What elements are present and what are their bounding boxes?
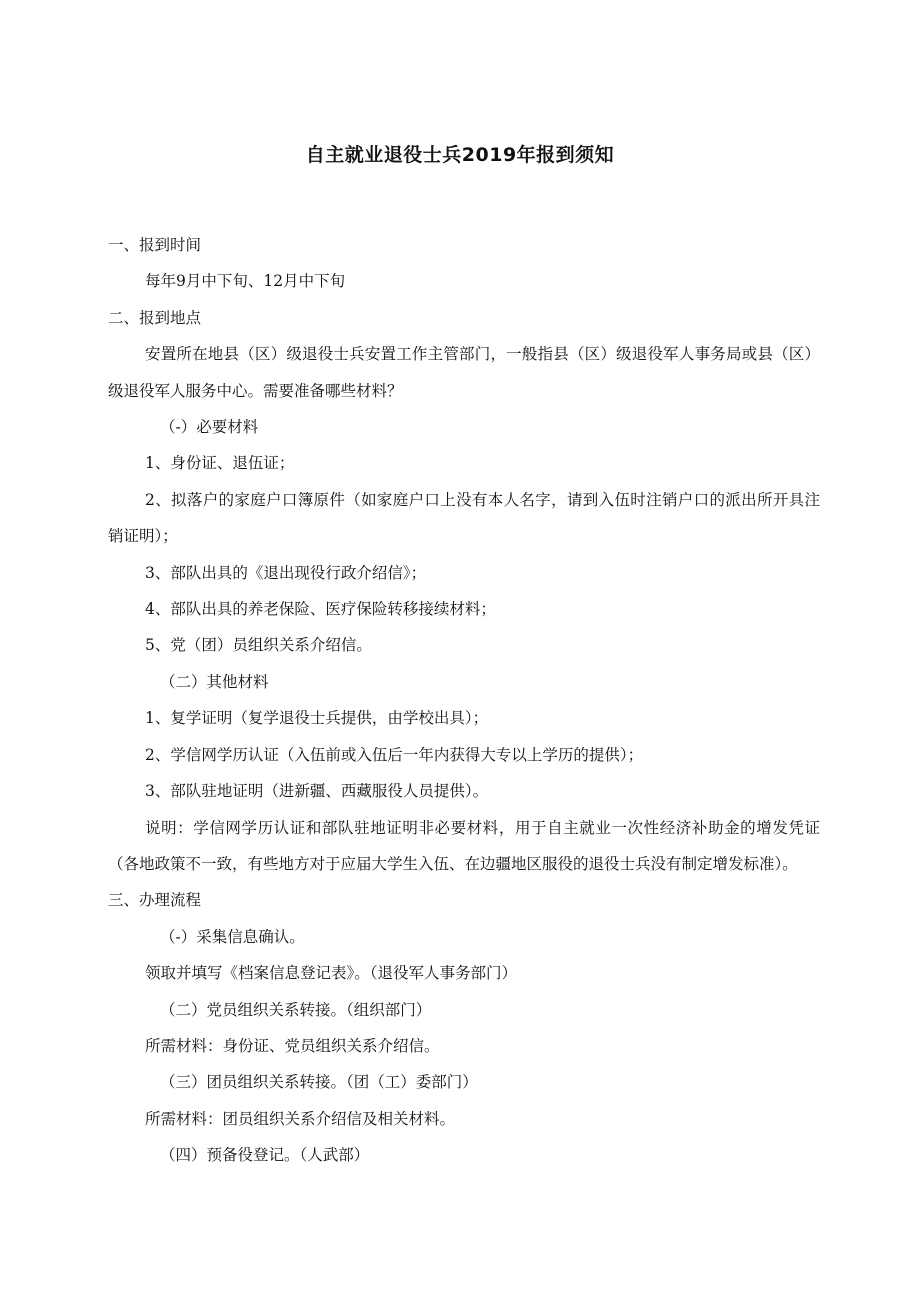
process-step-heading: （-）采集信息确认。 (160, 927, 305, 946)
required-item: 4、部队出具的养老保险、医疗保险转移接续材料； (145, 600, 496, 619)
process-step-detail: 所需材料：团员组织关系介绍信及相关材料。 (145, 1109, 456, 1128)
process-step-heading: （四）预备役登记。（人武部） (160, 1146, 370, 1165)
subheading-other-materials: （二）其他材料 (160, 672, 269, 691)
other-item: 3、部队驻地证明（进新疆、西藏服役人员提供）。 (145, 782, 489, 801)
section-heading-report-location: 二、报到地点 (108, 308, 202, 327)
required-item: 2、拟落户的家庭户口簿原件（如家庭户口上没有本人名字，请到入伍时注销户口的派出所开具注销证明）； (108, 490, 820, 546)
section-heading-report-time: 一、报到时间 (108, 236, 202, 254)
required-item: 3、部队出具的《退出现役行政介绍信》； (145, 563, 427, 582)
process-step-heading: （三）团员组织关系转接。（团（工）委部门） (160, 1073, 478, 1092)
required-item: 1、身份证、退伍证； (145, 454, 295, 473)
section-heading-process: 三、办理流程 (108, 891, 202, 910)
process-step-detail: 领取并填写《档案信息登记表》。（退役军人事务部门） (145, 964, 518, 983)
document-body (108, 227, 820, 1174)
other-item: 2、学信网学历认证（入伍前或入伍后一年内获得大专以上学历的提供）； (145, 745, 644, 764)
process-step-detail: 所需材料：身份证、党员组织关系介绍信。 (145, 1036, 440, 1055)
report-time-text: 每年9月中下旬、12月中下旬 (145, 272, 346, 291)
report-location-paragraph: 安置所在地县（区）级退役士兵安置工作主管部门，一般指县（区）级退役军人事务局或县（区）级退役军人服务中心。需要准备哪些材料？ (108, 345, 820, 400)
subheading-required-materials: （-）必要材料 (160, 418, 259, 437)
required-item: 5、党（团）员组织关系介绍信。 (145, 636, 372, 655)
document-title: 自主就业退役士兵2019年报到须知 (305, 144, 615, 166)
other-item: 1、复学证明（复学退役士兵提供，由学校出具）； (145, 709, 489, 728)
note-paragraph: 说明：学信网学历认证和部队驻地证明非必要材料，用于自主就业一次性经济补助金的增发凭证（各地政策不一致，有些地方对于应届大学生入伍、在边疆地区服役的退役士兵没有制定增发标准）。 (108, 818, 820, 873)
process-step-heading: （二）党员组织关系转接。（组织部门） (160, 1000, 432, 1019)
